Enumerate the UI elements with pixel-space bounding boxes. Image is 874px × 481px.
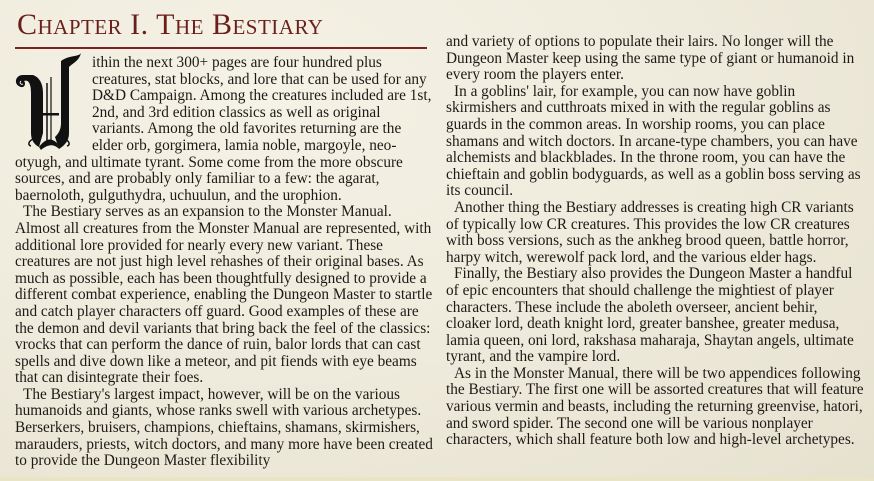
bottom-border [0, 477, 874, 481]
right-paragraph-2: In a goblins' lair, for example, you can now have goblin skirmishers and cutthroats mixed in with the regular goblins as guards in the common areas. In worship rooms, you can place shamans and witch doctors. In arcane-type chambers, you can have alchemists and blackblades. In the throne room, you can have the chieftain and goblin bodyguards, as well as a goblin boss serving as its council. [446, 82, 861, 200]
right-paragraph-3: Another thing the Bestiary addresses is creating high CR variants of typically low CR creatures. This provides the low CR creatures with boss versions, such as the ankheg brood queen, battle horror, harpy witch, werewolf pack lord, and the various elder hags. [446, 198, 854, 266]
left-paragraph-1: ithin the next 300+ pages are four hundred plus creatures, stat blocks, and lore that can be used for any D&D Campaign. Among the creatures included are 1st, 2nd, and 3rd edition classics as well as original variants. Among the old favorites returning are the elder orb, gorgimera, lamia noble, margoyle, neo-otyugh, and ultimate tyrant. Some come from the more obscure sources, and are probably only familiar to a few: the agarat, baernoloth, gulguthydra, uchuulun, and the urophion. [15, 54, 432, 204]
right-paragraph-4: Finally, the Bestiary also provides the Dungeon Master a handful of epic encounters that should challenge the mightiest of player characters. These include the aboleth overseer, ancient behir, cloaker lord, death knight lord, greater banshee, greater medusa, lamia queen, oni lord, rakshasa maharaja, Shaytan angels, ultimate tyrant, and the vampire lord. [446, 265, 854, 366]
left-paragraph-2: The Bestiary serves as an expansion to the Monster Manual. Almost all creatures from the Monster Manual are represented, with additional lore provided for nearly every new variant. These creatures are not just high level rehashes of their original bases. As much as possible, each has been thoughtfully designed to provide a different combat experience, enabling the Dungeon Master to startle and catch player characters off guard. Good examples of these are the demon and devil variants that bring back the feel of the classics: vrocks that can perform the dance of ruin, balor lords that can cast spells and dive down like a meteor, and pit fiends with eye beams that can disintegrate their foes. [15, 203, 433, 387]
right-paragraph-5: As in the Monster Manual, there will be two appendices following the Bestiary. The first one will be assorted creatures that will feature various vermin and beasts, including the returning greenvise, hatori, and sword spider. The second one will be various nonplayer characters, which shall feature both low and high-level archetypes. [446, 364, 864, 449]
drop-cap-w-icon [9, 53, 84, 151]
right-column [446, 34, 866, 449]
right-paragraph-1: and variety of options to populate their lairs. No longer will the Dungeon Master keep using the same type of giant or humanoid in every room the players enter. [446, 33, 855, 84]
chapter-title: Chapter I. The Bestiary [17, 8, 324, 41]
left-paragraph-3: The Bestiary's largest impact, however, will be on the various humanoids and giants, whose ranks swell with various archetypes. Berserkers, bruisers, champions, chieftains, shamans, skirmishers, marauders, priests, witch doctors, and many more have been created to provide the Dungeon Master flexibility [15, 385, 433, 470]
left-column [15, 55, 433, 470]
title-underline-rule [15, 47, 427, 49]
